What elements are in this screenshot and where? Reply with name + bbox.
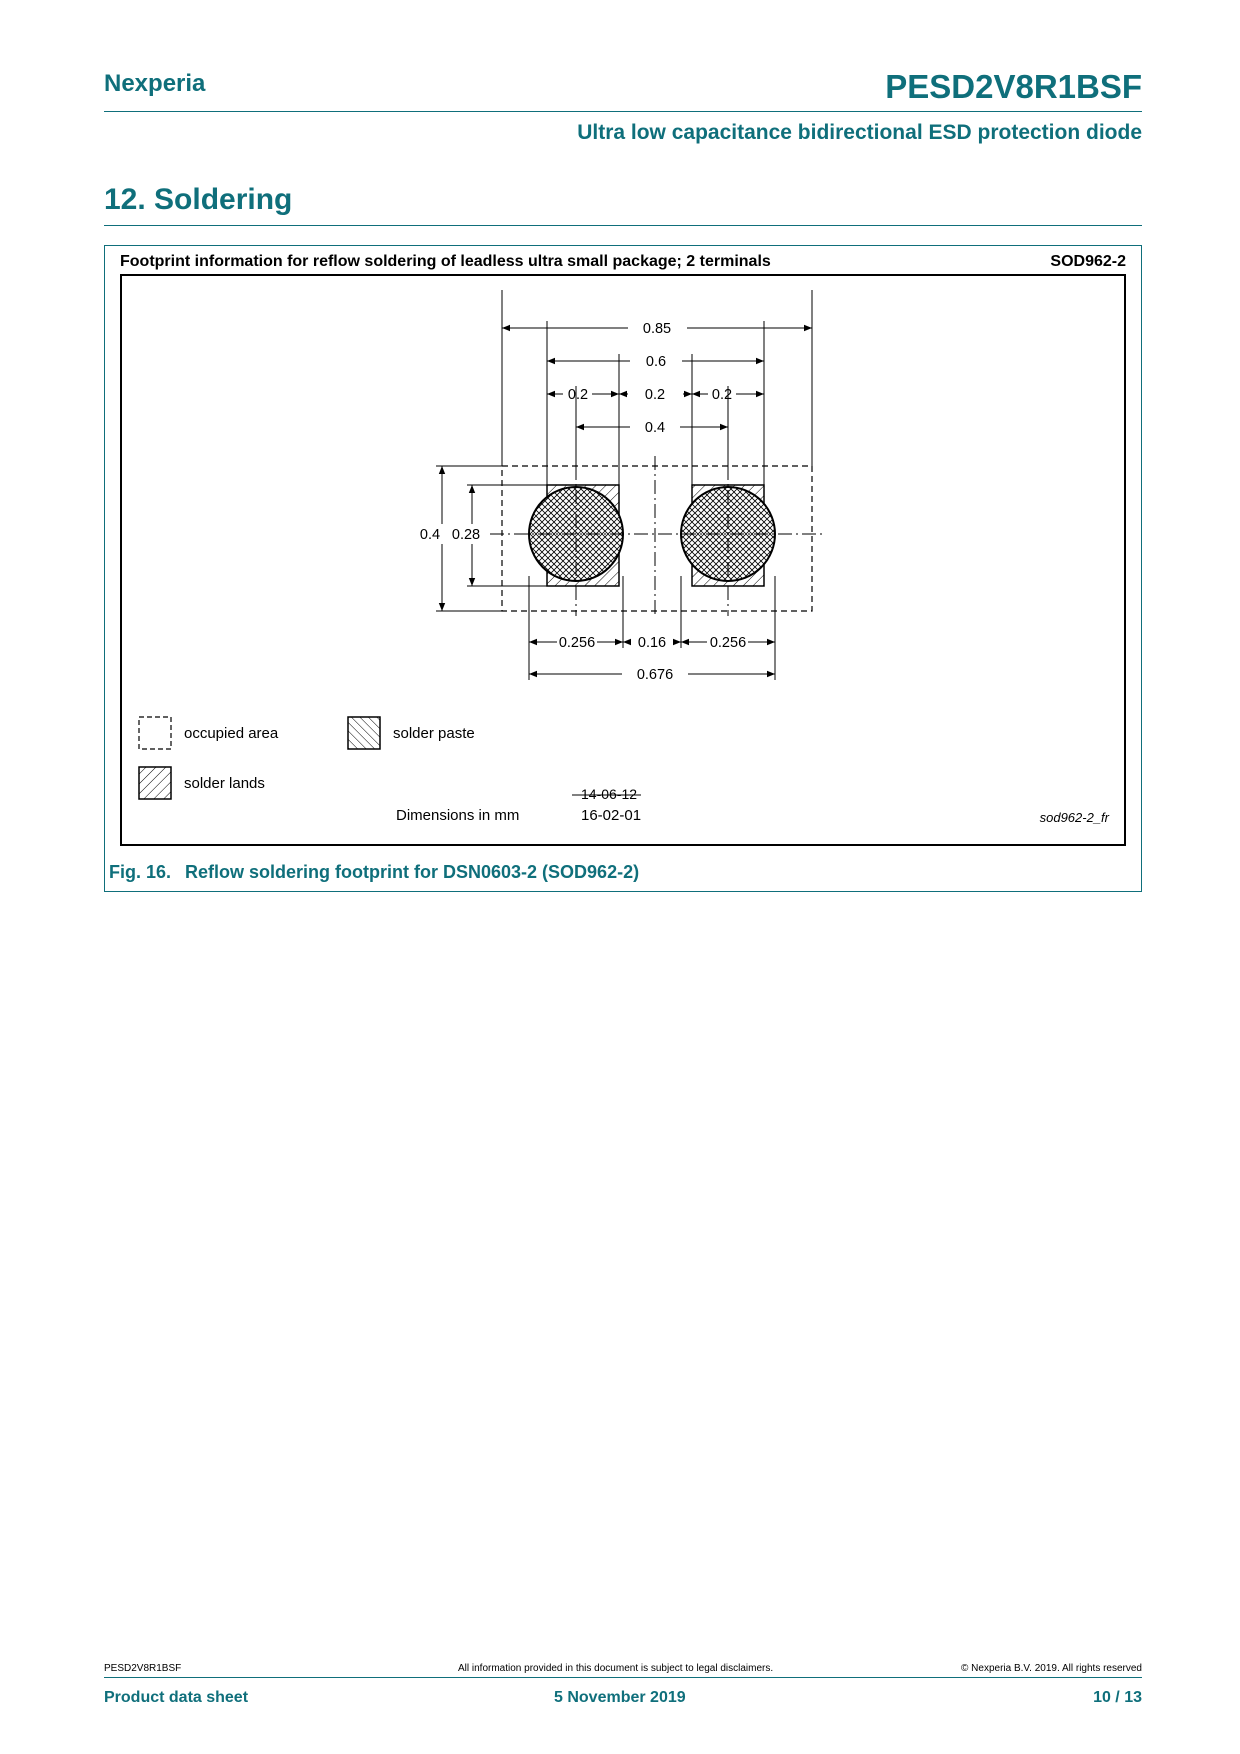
figure-caption: [109, 862, 639, 883]
dim-0-256-left: 0.256: [558, 635, 596, 651]
legend-paste-label: solder paste: [393, 725, 475, 742]
footer-disclaimer: All information provided in this document is subject to legal disclaimers.: [458, 1663, 774, 1674]
revision-date-new: 16-02-01: [581, 807, 642, 824]
legend-occupied-symbol: [139, 717, 171, 749]
dim-0-2-right: 0.2: [711, 387, 733, 403]
legend-paste-symbol: [348, 717, 380, 749]
dim-0-2-left: 0.2: [567, 387, 589, 403]
dim-0-676: 0.676: [636, 667, 674, 683]
footprint-svg: [122, 276, 1128, 848]
footer-page-number: 10 / 13: [1093, 1689, 1142, 1706]
revision-date-old: 14-06-12: [581, 786, 638, 802]
package-code: SOD962-2: [1050, 253, 1126, 270]
dim-0-28: 0.28: [451, 527, 481, 543]
footer-rule: [104, 1677, 1142, 1678]
figure-number: Fig. 16.: [109, 862, 172, 882]
dimensions-note: Dimensions in mm: [396, 807, 520, 824]
footprint-drawing: [120, 274, 1126, 846]
footprint-title: Footprint information for reflow soldering of leadless ultra small package; 2 terminals: [120, 253, 771, 270]
footer-date: 5 November 2019: [554, 1689, 686, 1706]
header-rule: [104, 111, 1142, 112]
footer-copyright: © Nexperia B.V. 2019. All rights reserved: [961, 1663, 1142, 1674]
brand-name: Nexperia: [104, 70, 206, 97]
dim-0-4-vertical: 0.4: [419, 527, 441, 543]
dim-0-6: 0.6: [645, 354, 667, 370]
dim-0-256-right: 0.256: [709, 635, 747, 651]
dim-0-4-horizontal: 0.4: [644, 420, 666, 436]
dim-0-85: 0.85: [642, 321, 672, 337]
legend-lands-symbol: [139, 767, 171, 799]
legend-occupied-label: occupied area: [184, 725, 279, 742]
section-rule: [104, 225, 1142, 226]
dim-0-16: 0.16: [637, 635, 667, 651]
footer-doc-type: Product data sheet: [104, 1689, 249, 1706]
product-code: PESD2V8R1BSF: [885, 68, 1142, 105]
section-title: 12. Soldering: [104, 183, 293, 216]
figure-caption-text: Reflow soldering footprint for DSN0603-2 (SOD962-2): [185, 862, 640, 882]
dim-0-2-middle: 0.2: [644, 387, 666, 403]
drawing-file-ref: sod962-2_fr: [1039, 810, 1109, 825]
legend-lands-label: solder lands: [184, 775, 265, 792]
footer-doc-id: PESD2V8R1BSF: [104, 1663, 182, 1674]
document-subtitle: Ultra low capacitance bidirectional ESD protection diode: [577, 121, 1142, 144]
